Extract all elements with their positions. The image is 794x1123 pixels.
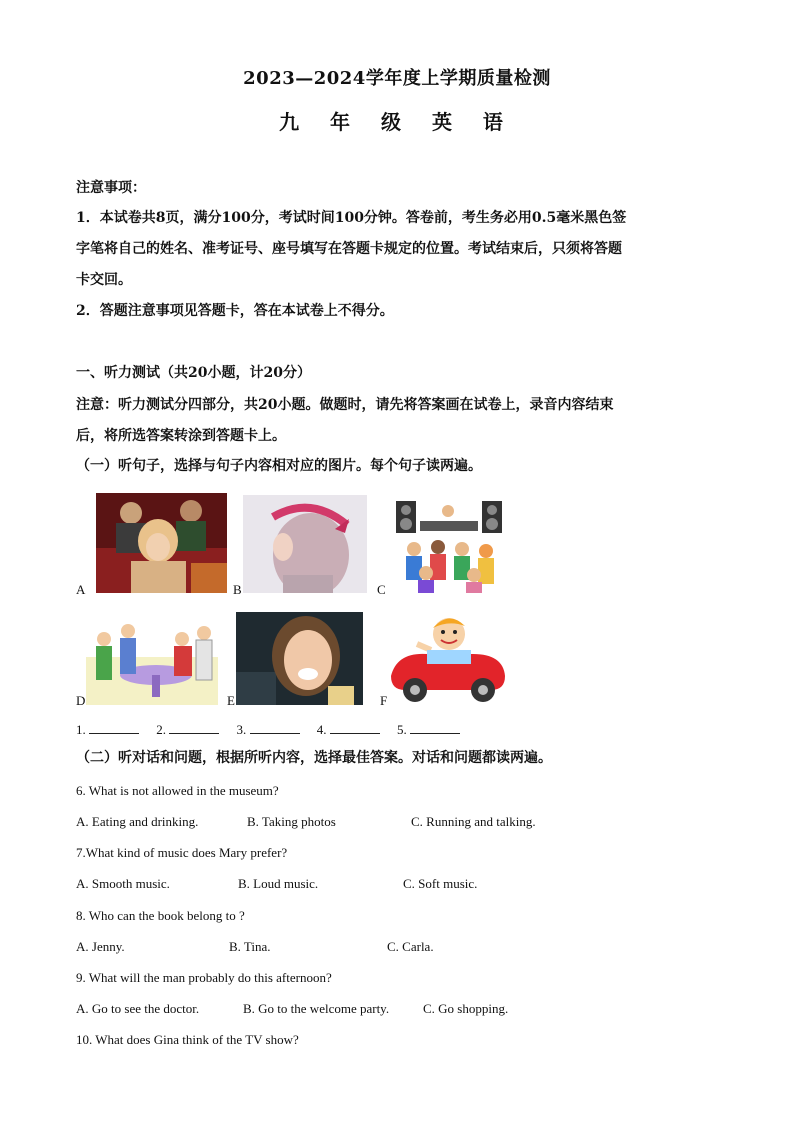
q7-option-b[interactable]: B. Loud music. <box>238 876 319 891</box>
picture-label-e: E <box>227 693 235 708</box>
section1-note-line1: 注意：听力测试分四部分，共20小题。做题时，请先将答案画在试卷上，录音内容结束 <box>76 397 614 413</box>
blank-4[interactable]: 4. <box>317 722 380 737</box>
exam-subtitle: 九 年 级 英 语 <box>279 110 515 134</box>
section1-heading: 一、听力测试（共20小题，计20分） <box>76 365 311 381</box>
exam-title: 2023—2024学年度上学期质量检测 <box>243 68 551 89</box>
part1-heading: （一）听句子，选择与句子内容相对应的图片。每个句子读两遍。 <box>76 458 482 474</box>
blank-2[interactable]: 2. <box>156 722 219 737</box>
notice-item1-line3: 卡交回。 <box>76 272 132 288</box>
q8-option-a[interactable]: A. Jenny. <box>76 939 125 954</box>
boy-red-car-cartoon-icon <box>387 610 509 705</box>
q8-option-c[interactable]: C. Carla. <box>387 939 434 954</box>
q8-option-b[interactable]: B. Tina. <box>229 939 271 954</box>
q7-option-c[interactable]: C. Soft music. <box>403 876 478 891</box>
picture-label-f: F <box>380 693 388 708</box>
blank-3[interactable]: 3. <box>237 722 300 737</box>
picture-label-d: D <box>76 693 86 708</box>
blank-1[interactable]: 1. <box>76 722 139 737</box>
q7-option-a[interactable]: A. Smooth music. <box>76 876 170 891</box>
question-9: 9. What will the man probably do this afternoon? <box>76 970 332 985</box>
q9-option-b[interactable]: B. Go to the welcome party. <box>243 1001 390 1016</box>
q9-option-c[interactable]: C. Go shopping. <box>423 1001 509 1016</box>
part2-heading: （二）听对话和问题，根据所听内容，选择最佳答案。对话和问题都读两遍。 <box>76 750 552 766</box>
answer-blanks <box>76 721 536 738</box>
notice-item2: 2．答题注意事项见答题卡，答在本试卷上不得分。 <box>76 303 394 319</box>
notice-item1-line2: 字笔将自己的姓名、准考证号、座号填写在答题卡规定的位置。考试结束后，只须将答题 <box>76 241 622 257</box>
section1-note-line2: 后，将所选答案转涂到答题卡上。 <box>76 428 286 444</box>
blank-5[interactable]: 5. <box>397 722 460 737</box>
picture-label-c: C <box>377 582 386 597</box>
question-7: 7.What kind of music does Mary prefer? <box>76 845 288 860</box>
laughing-woman-cinema-photo-icon <box>236 612 363 705</box>
dancing-party-illustration-icon <box>386 497 510 593</box>
girl-headband-photo-icon <box>243 495 367 593</box>
picture-label-b: B <box>233 582 242 597</box>
crying-woman-cinema-photo-icon <box>96 493 227 593</box>
q6-option-a[interactable]: A. Eating and drinking. <box>76 814 199 829</box>
q6-option-c[interactable]: C. Running and talking. <box>411 814 536 829</box>
notice-item1-line1: 1．本试卷共8页，满分100分，考试时间100分钟。答卷前，考生务必用0.5毫米黑色签 <box>76 210 627 226</box>
q9-option-a[interactable]: A. Go to see the doctor. <box>76 1001 200 1016</box>
q6-option-b[interactable]: B. Taking photos <box>247 814 336 829</box>
question-6: 6. What is not allowed in the museum? <box>76 783 279 798</box>
question-8: 8. Who can the book belong to ? <box>76 908 245 923</box>
picture-label-a: A <box>76 582 86 597</box>
question-10: 10. What does Gina think of the TV show? <box>76 1032 299 1047</box>
notice-heading: 注意事项： <box>76 180 146 196</box>
family-table-cartoon-icon <box>86 617 218 705</box>
